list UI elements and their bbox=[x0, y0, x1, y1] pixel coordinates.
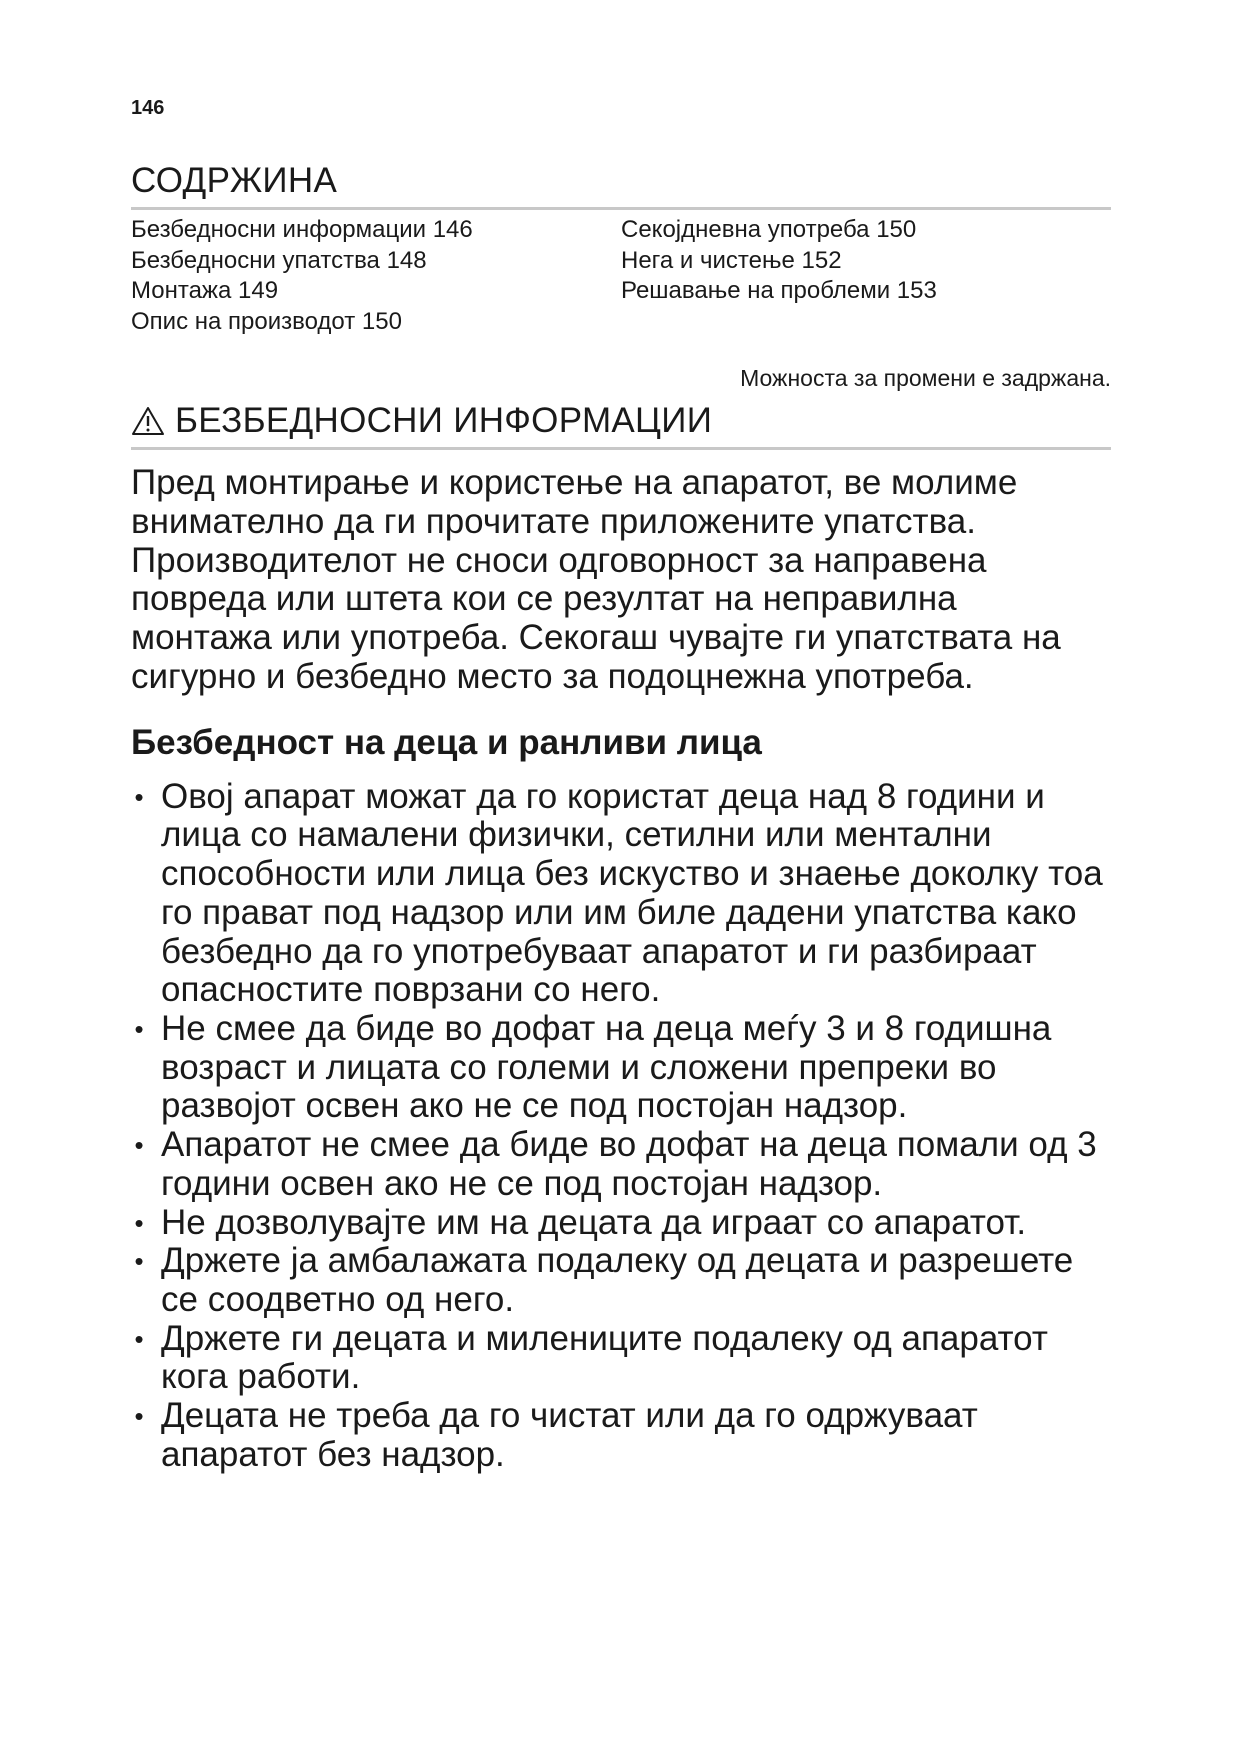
list-item bbox=[131, 778, 1111, 1010]
list-item-text: Овој апарат можат да го користат деца над 8 години и лица со намалени физички, сетилни или ментални способности или лица без искуство и знаење доколку тоа го прават под надзор или им биле дадени упатства како безбедно да го употребуваат апаратот и ги разбираат опасностите поврзани со него. bbox=[161, 776, 1103, 1010]
list-item bbox=[131, 1126, 1111, 1203]
toc-item[interactable]: Нега и чистење 152 bbox=[621, 246, 842, 274]
toc-item[interactable]: Секојдневна употреба 150 bbox=[621, 216, 917, 243]
toc-left-column bbox=[131, 215, 621, 337]
table-of-contents bbox=[131, 160, 1111, 337]
bullet-icon: • bbox=[134, 781, 144, 812]
list-item-text: Не дозволувајте им на децата да играат со апаратот. bbox=[161, 1202, 1027, 1242]
toc-item[interactable]: Опис на производот 150 bbox=[131, 307, 402, 335]
children-safety-subheading: Безбедност на деца и ранливи лица bbox=[131, 722, 762, 762]
bullet-icon: • bbox=[134, 1401, 144, 1432]
bullet-icon: • bbox=[134, 1207, 144, 1238]
list-item bbox=[131, 1010, 1111, 1126]
toc-columns bbox=[131, 215, 1111, 337]
toc-item[interactable]: Монтажа 149 bbox=[131, 277, 279, 304]
list-item bbox=[131, 1397, 1111, 1474]
page-number: 146 bbox=[131, 97, 165, 119]
list-item-text: Не смее да биде во дофат на деца меѓу 3 и 8 годишна возраст и лицата со големи и сложени препреки во развојот освен ако не се под постојан надзор. bbox=[161, 1009, 1052, 1126]
safety-heading bbox=[131, 400, 1111, 450]
list-item-text: Држете ја амбалажата подалеку од децата и разрешете се соодветно од него. bbox=[161, 1241, 1074, 1319]
bullet-icon: • bbox=[134, 1130, 144, 1161]
warning-icon bbox=[131, 406, 165, 436]
intro-paragraph: Пред монтирање и користење на апаратот, ве молиме внимателно да ги прочитате приложените упатства. Производителот не сноси одговорност за направена повреда или штета кои се резултат на неправилна монтажа или употреба. Секогаш чувајте ги упатствата на сигурно и безбедно место за подоцнежна употреба. bbox=[131, 463, 1061, 696]
list-item-text: Децата не треба да го чистат или да го одржуваат апаратот без надзор. bbox=[161, 1396, 978, 1474]
toc-right-column bbox=[621, 215, 1111, 337]
list-item-text: Држете ги децата и милениците подалеку од апаратот кога работи. bbox=[161, 1318, 1048, 1397]
toc-item[interactable]: Безбедносни информации 146 bbox=[131, 216, 473, 243]
toc-item[interactable]: Безбедносни упатства 148 bbox=[131, 246, 427, 274]
safety-information-section bbox=[131, 400, 1111, 1474]
bullet-icon: • bbox=[134, 1246, 144, 1277]
bullet-icon: • bbox=[134, 1014, 144, 1044]
list-item-text: Апаратот не смее да биде во дофат на деца помали од 3 години освен ако не се под постојан надзор. bbox=[161, 1125, 1097, 1203]
list-item bbox=[131, 1320, 1111, 1397]
bullet-icon: • bbox=[134, 1323, 144, 1354]
toc-item[interactable]: Решавање на проблеми 153 bbox=[621, 277, 937, 304]
change-notice: Можноста за промени е задржана. bbox=[740, 365, 1111, 391]
toc-title: СОДРЖИНА bbox=[131, 160, 1111, 210]
list-item bbox=[131, 1204, 1111, 1243]
safety-title: БЕЗБЕДНОСНИ ИНФОРМАЦИИ bbox=[175, 401, 713, 440]
list-item bbox=[131, 1242, 1111, 1319]
safety-bullet-list bbox=[131, 778, 1111, 1475]
